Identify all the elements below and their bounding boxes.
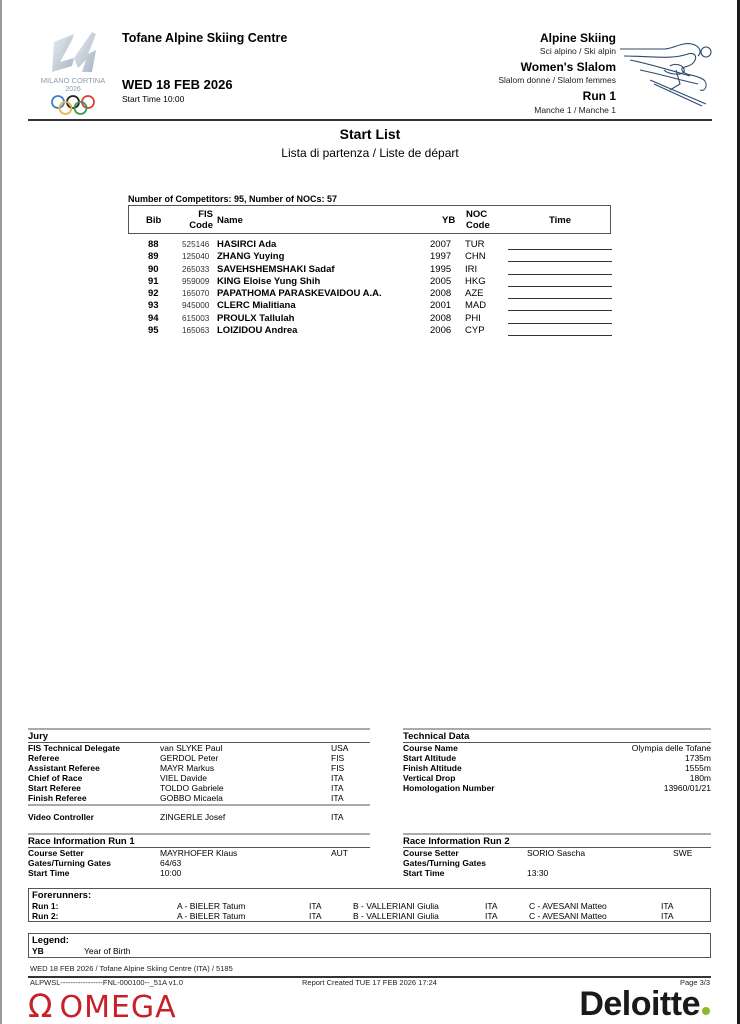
gates-label: Gates/Turning Gates (403, 858, 486, 868)
video-controller-name: ZINGERLE Josef (160, 812, 226, 822)
start-time-value: 10:00 (160, 868, 182, 878)
cell-noc: IRI (465, 263, 478, 275)
jury-noc: FIS (331, 763, 345, 773)
technical-data-row (403, 743, 711, 753)
technical-value: 1735m (685, 753, 711, 763)
event-name-translations: Slalom donne / Slalom femmes (498, 75, 616, 85)
forerunner-b-noc: ITA (485, 901, 498, 911)
cell-fis-code: 125040 (182, 252, 210, 262)
cell-name: CLERC Mialitiana (217, 300, 296, 312)
course-setter-row (28, 848, 370, 858)
cell-name: PAPATHOMA PARASKEVAIDOU A.A. (217, 288, 382, 300)
forerunner-c-noc: ITA (661, 901, 674, 911)
technical-data-row (403, 763, 711, 773)
start-time: Start Time 10:00 (122, 94, 185, 104)
cell-bib: 89 (148, 251, 159, 263)
technical-label: Homologation Number (403, 783, 495, 793)
cell-fis-code: 525146 (182, 240, 210, 249)
start-time-label: Start Time (28, 868, 70, 878)
header-divider (28, 119, 712, 121)
col-header-bib: Bib (146, 215, 162, 226)
event-date: WED 18 FEB 2026 (122, 77, 233, 92)
cell-yb: 2007 (430, 239, 452, 250)
cell-name: ZHANG Yuying (217, 251, 285, 263)
technical-value: Olympia delle Tofane (631, 743, 711, 753)
technical-label: Course Name (403, 743, 458, 753)
svg-text:MILANO CORTINA: MILANO CORTINA (40, 76, 106, 85)
jury-role: Assistant Referee (28, 763, 100, 773)
cell-name: PROULX Tallulah (217, 312, 295, 324)
cell-yb: 2008 (430, 288, 452, 300)
report-created: Report Created TUE 17 FEB 2026 17:24 (302, 978, 437, 987)
gates-value: 64/63 (160, 858, 182, 868)
jury-role: Finish Referee (28, 793, 87, 803)
race-info-run1-section (28, 833, 370, 878)
cell-time-blank (508, 335, 612, 336)
cell-bib: 91 (148, 275, 159, 287)
col-header-time: Time (549, 215, 572, 226)
jury-name: VIEL Davide (160, 773, 207, 783)
jury-noc: USA (331, 743, 349, 753)
technical-data-row (403, 753, 711, 763)
cell-bib: 93 (148, 300, 159, 312)
omega-symbol-icon: Ω (28, 987, 54, 1024)
technical-value: 180m (689, 773, 711, 783)
jury-title: Jury (28, 728, 370, 743)
cell-yb: 1997 (430, 251, 452, 263)
forerunner-a-noc: ITA (309, 911, 322, 921)
jury-name: GOBBO Micaela (160, 793, 223, 803)
race-info-run1-title: Race Information Run 1 (28, 833, 370, 848)
video-controller-role: Video Controller (28, 812, 94, 822)
document-title: Start List (339, 126, 401, 142)
competitors-summary: Number of Competitors: 95, Number of NOCs: 57 (128, 194, 338, 204)
cell-time-blank (508, 323, 612, 324)
forerunner-c: C - AVESANI Matteo (529, 901, 607, 911)
jury-row (28, 773, 370, 783)
table-row (128, 264, 613, 276)
course-setter-label: Course Setter (28, 848, 84, 858)
cell-fis-code: 165070 (182, 289, 210, 299)
cell-noc: MAD (465, 300, 487, 312)
forerunners-title: Forerunners: (32, 890, 92, 901)
table-row (128, 313, 613, 325)
jury-name: TOLDO Gabriele (160, 783, 224, 793)
legend-title: Legend: (32, 935, 69, 946)
cell-bib: 95 (148, 325, 159, 337)
table-row (128, 251, 613, 263)
svg-text:2026: 2026 (65, 86, 81, 93)
jury-name: van SLYKE Paul (160, 743, 223, 753)
technical-data-title: Technical Data (403, 728, 711, 743)
run-name: Run 1 (582, 89, 616, 103)
cell-noc: CHN (465, 251, 486, 263)
cell-noc: AZE (465, 288, 484, 300)
report-code: ALPWSL-----------------FNL-000100--_51A v1.0 (30, 978, 183, 987)
course-setter-name: MAYRHOFER Klaus (160, 848, 238, 858)
table-row (128, 239, 613, 251)
cell-noc: HKG (465, 275, 486, 287)
forerunner-b-noc: ITA (485, 911, 498, 921)
cell-yb: 2001 (430, 300, 452, 312)
jury-noc: ITA (331, 793, 344, 803)
cell-time-blank (508, 249, 612, 250)
technical-label: Finish Altitude (403, 763, 462, 773)
forerunner-a: A - BIELER Tatum (177, 911, 246, 921)
col-header-name: Name (217, 215, 243, 226)
cell-name: HASIRCI Ada (217, 239, 277, 250)
cell-fis-code: 615003 (182, 313, 210, 323)
technical-data-row (403, 783, 711, 793)
legend-row (32, 946, 707, 956)
cell-noc: TUR (465, 239, 485, 250)
forerunners-row (32, 901, 707, 911)
technical-data-section (403, 728, 711, 793)
deloitte-logo (579, 985, 710, 1023)
forerunner-a: A - BIELER Tatum (177, 901, 246, 911)
cell-yb: 2005 (430, 275, 452, 287)
start-time-row (28, 868, 370, 878)
document-subtitle: Lista di partenza / Liste de départ (281, 146, 459, 160)
cell-fis-code: 265033 (182, 264, 210, 274)
course-setter-noc: SWE (673, 848, 693, 858)
gates-row (28, 858, 370, 868)
table-row (128, 276, 613, 288)
omega-logo (28, 987, 177, 1024)
cell-yb: 2006 (430, 325, 452, 337)
technical-value: 1555m (685, 763, 711, 773)
cell-bib: 88 (148, 239, 159, 250)
table-row (128, 288, 613, 300)
cell-time-blank (508, 310, 612, 311)
legend-box (28, 933, 711, 958)
start-time-value: 13:30 (527, 868, 549, 878)
course-setter-label: Course Setter (403, 848, 459, 858)
cell-bib: 92 (148, 288, 159, 300)
milano-cortina-emblem-icon (30, 28, 116, 120)
jury-row (28, 793, 370, 803)
col-header-noc-line2: Code (466, 220, 490, 231)
col-header-noc-line1: NOC (466, 209, 488, 220)
gates-row (403, 858, 711, 868)
forerunner-a-noc: ITA (309, 901, 322, 911)
sport-name-translations: Sci alpino / Ski alpin (539, 46, 616, 56)
race-info-run2-title: Race Information Run 2 (403, 833, 711, 848)
forerunner-c: C - AVESANI Matteo (529, 911, 607, 921)
cell-fis-code: 959009 (182, 276, 210, 286)
deloitte-wordmark: Deloitte (579, 985, 700, 1023)
cell-noc: CYP (465, 325, 485, 337)
jury-role: Chief of Race (28, 773, 83, 783)
col-header-fis-code (185, 209, 213, 231)
col-header-fis-line2: Code (189, 220, 213, 231)
event-name: Women's Slalom (520, 60, 616, 74)
run-name-translations: Manche 1 / Manche 1 (534, 105, 616, 115)
technical-label: Start Altitude (403, 753, 457, 763)
table-row (128, 300, 613, 312)
cell-yb: 2008 (430, 312, 452, 324)
jury-divider (28, 804, 370, 806)
cell-name: KING Eloise Yung Shih (217, 275, 321, 287)
alpine-skier-pictogram-icon (620, 40, 715, 110)
cell-time-blank (508, 286, 612, 287)
technical-label: Vertical Drop (403, 773, 456, 783)
legend-key: YB (32, 946, 44, 956)
milano-cortina-logo (30, 28, 116, 120)
jury-row (28, 763, 370, 773)
forerunners-box (28, 888, 711, 922)
jury-role: Referee (28, 753, 60, 763)
technical-data-row (403, 773, 711, 783)
forerunner-b: B - VALLERIANI Giulia (353, 911, 439, 921)
table-row (128, 325, 613, 337)
start-time-label: Start Time (403, 868, 445, 878)
forerunner-run-label: Run 2: (32, 911, 59, 921)
race-info-run2-section (403, 833, 711, 878)
video-controller-noc: ITA (331, 812, 344, 822)
cell-yb: 1995 (430, 263, 452, 275)
cell-time-blank (508, 274, 612, 275)
omega-wordmark: OMEGA (59, 990, 177, 1024)
jury-section (28, 728, 370, 822)
legend-value: Year of Birth (84, 946, 131, 956)
jury-role: FIS Technical Delegate (28, 743, 120, 753)
start-list-table-header (128, 205, 611, 234)
page-number: Page 3/3 (679, 978, 710, 987)
technical-value: 13960/01/21 (663, 783, 711, 793)
forerunners-row (32, 911, 707, 921)
cell-fis-code: 945000 (182, 301, 210, 311)
course-setter-name: SORIO Sascha (527, 848, 586, 858)
cell-time-blank (508, 261, 612, 262)
course-setter-noc: AUT (331, 848, 348, 858)
jury-noc: ITA (331, 783, 344, 793)
col-header-fis-line1: FIS (198, 209, 213, 220)
cell-noc: PHI (465, 312, 481, 324)
deloitte-green-dot-icon (702, 1007, 710, 1015)
start-time-row (403, 868, 711, 878)
cell-time-blank (508, 298, 612, 299)
jury-noc: ITA (331, 773, 344, 783)
jury-row (28, 753, 370, 763)
footer-event-line: WED 18 FEB 2026 / Tofane Alpine Skiing Centre (ITA) / 5185 (30, 964, 233, 973)
video-controller-row (28, 812, 370, 822)
cell-fis-code: 165063 (182, 326, 210, 336)
cell-name: LOIZIDOU Andrea (217, 325, 298, 337)
cell-bib: 90 (148, 263, 159, 275)
col-header-yb: YB (442, 215, 456, 226)
course-setter-row (403, 848, 711, 858)
cell-bib: 94 (148, 312, 159, 324)
sport-name: Alpine Skiing (539, 31, 616, 45)
jury-name: GERDOL Peter (160, 753, 219, 763)
jury-row (28, 783, 370, 793)
forerunner-c-noc: ITA (661, 911, 674, 921)
col-header-noc-code (466, 209, 490, 231)
gates-label: Gates/Turning Gates (28, 858, 111, 868)
cell-name: SAVEHSHEMSHAKI Sadaf (217, 263, 335, 275)
jury-row (28, 743, 370, 753)
start-list-rows (128, 239, 613, 337)
forerunner-run-label: Run 1: (32, 901, 59, 911)
forerunner-b: B - VALLERIANI Giulia (353, 901, 439, 911)
jury-role: Start Referee (28, 783, 81, 793)
venue-name: Tofane Alpine Skiing Centre (122, 31, 288, 45)
jury-name: MAYR Markus (160, 763, 215, 773)
jury-noc: FIS (331, 753, 345, 763)
